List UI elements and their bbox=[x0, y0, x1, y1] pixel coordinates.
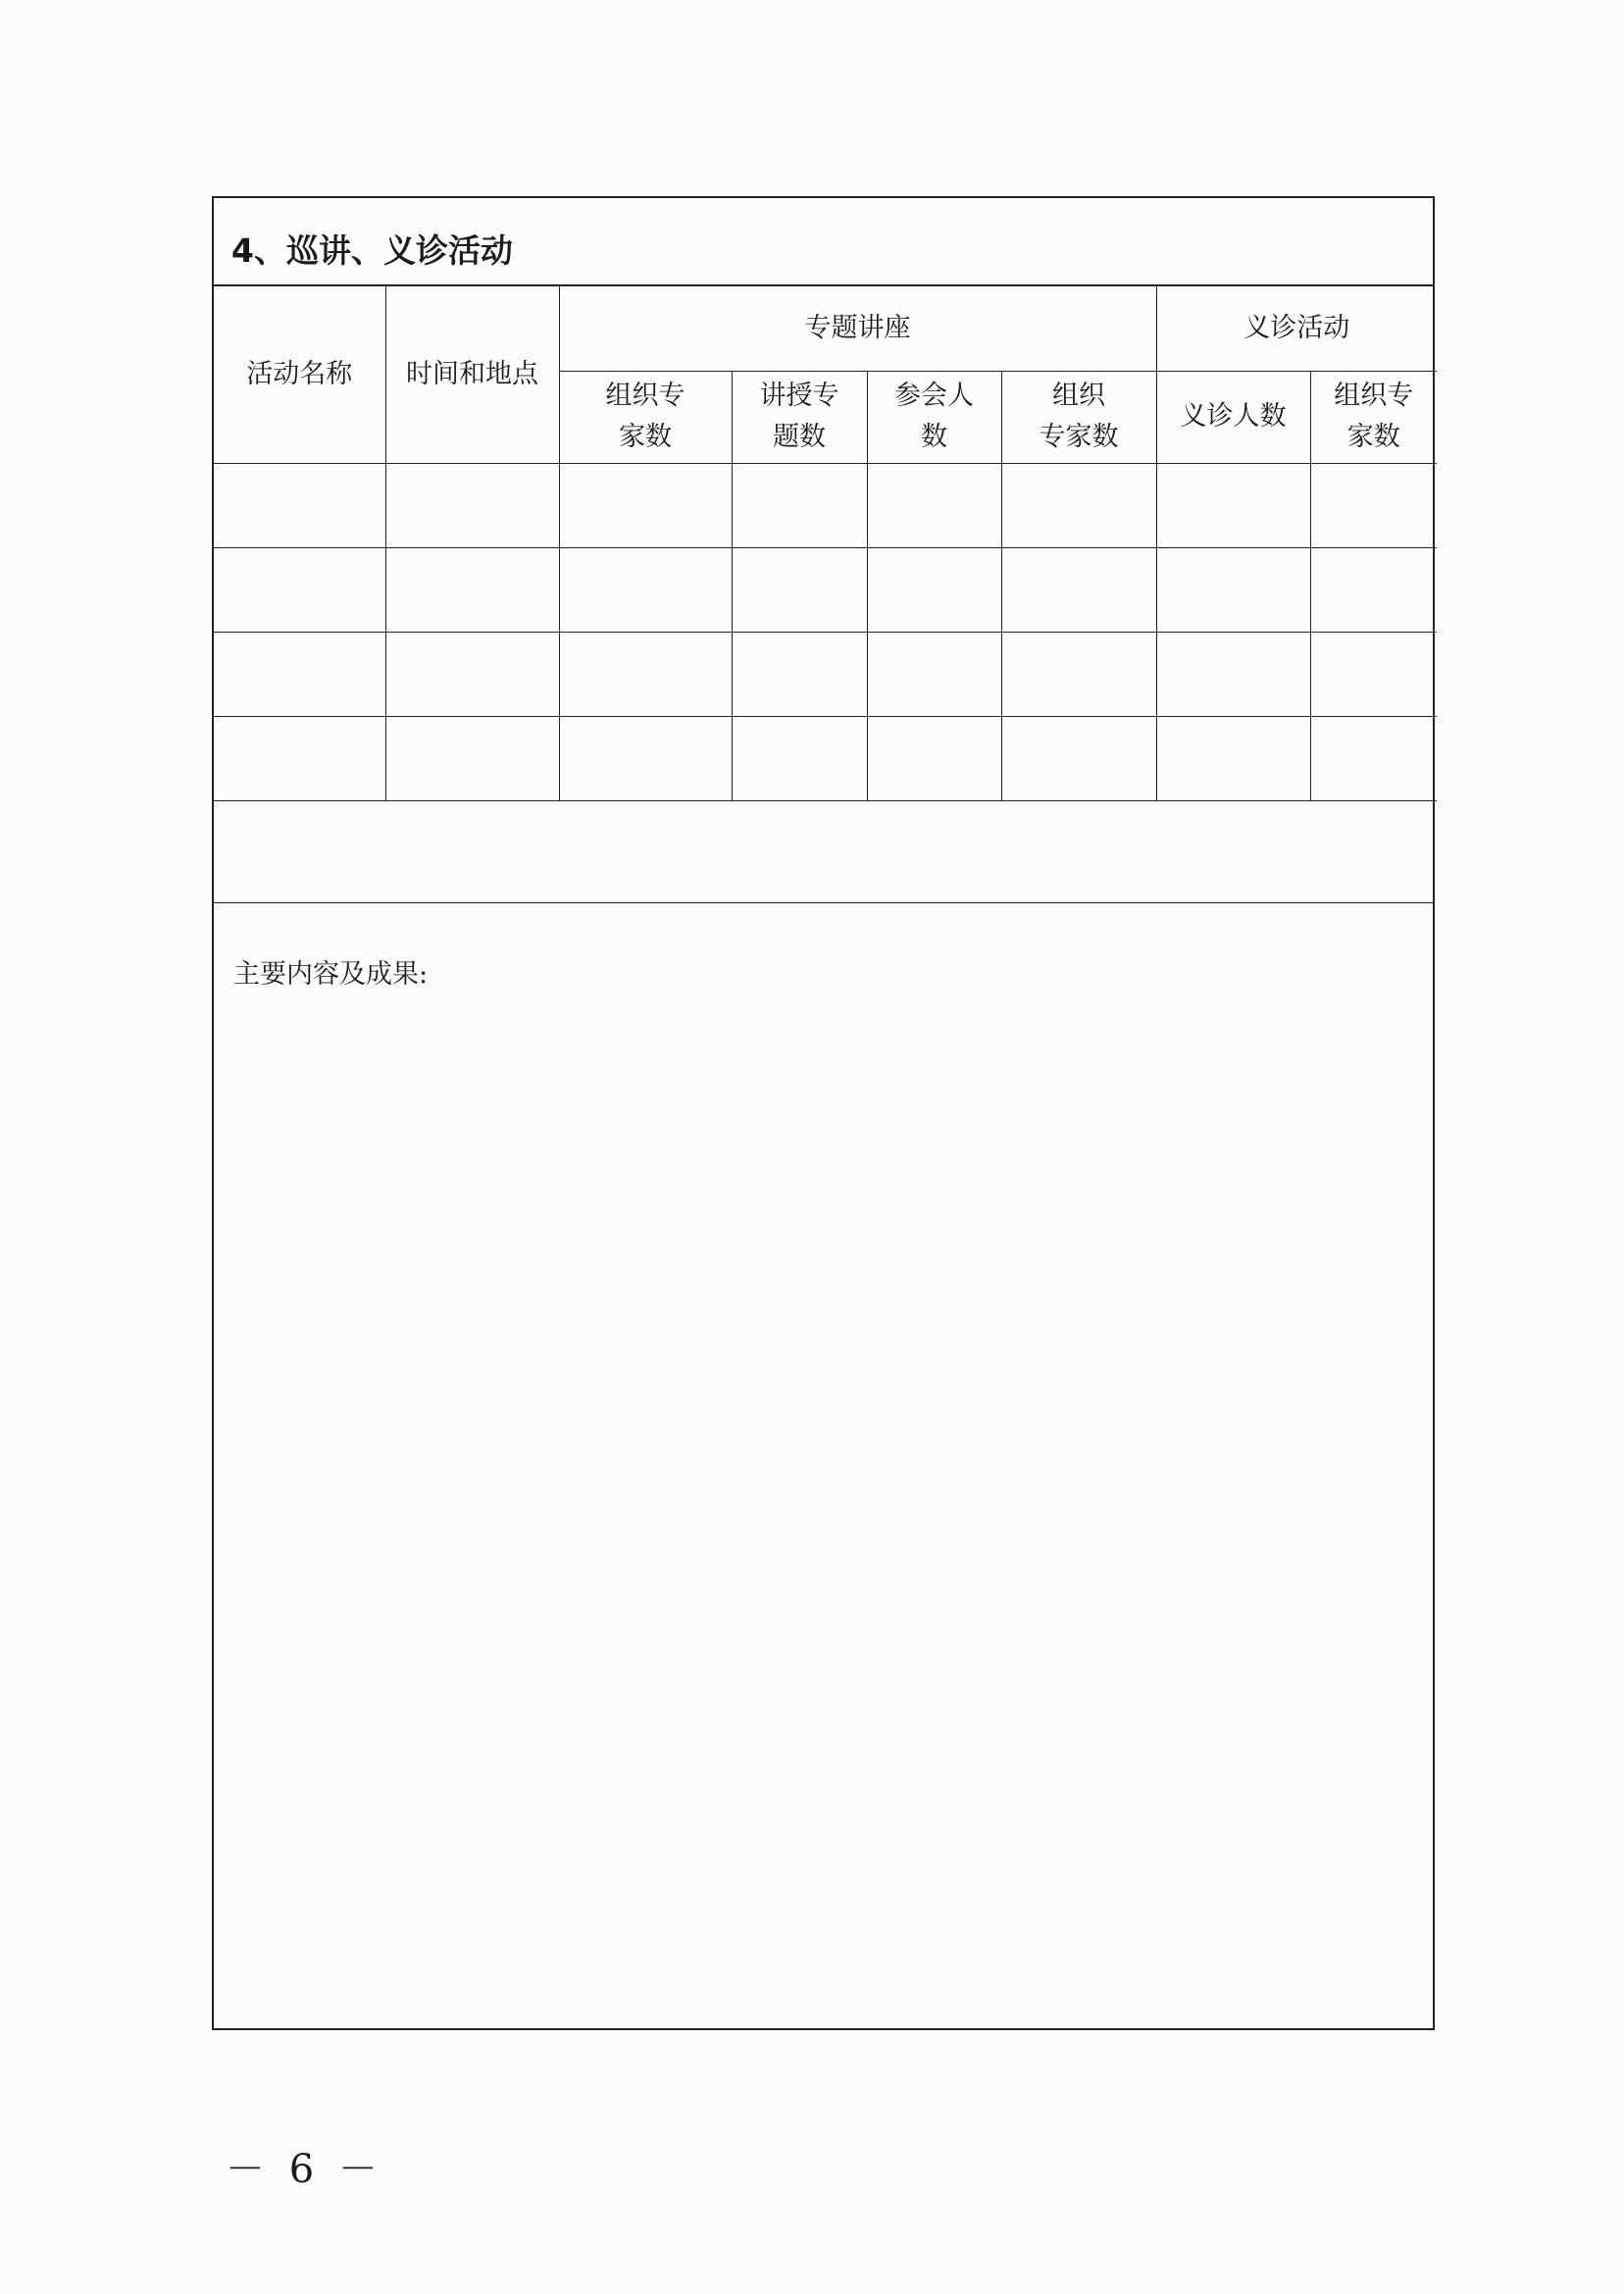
cell-input[interactable] bbox=[867, 547, 1001, 632]
cell-input[interactable] bbox=[1001, 632, 1156, 716]
header-time-place: 时间和地点 bbox=[385, 286, 559, 463]
cell-input[interactable] bbox=[732, 716, 867, 800]
cell-input[interactable] bbox=[1310, 463, 1437, 547]
cell-input[interactable] bbox=[1001, 547, 1156, 632]
cell-input[interactable] bbox=[867, 716, 1001, 800]
table-row bbox=[214, 463, 1437, 547]
header-lecture-experts: 组织专 家数 bbox=[559, 371, 732, 463]
cell-input[interactable] bbox=[559, 547, 732, 632]
header-lecture-attendees: 参会人 数 bbox=[867, 371, 1001, 463]
cell-input[interactable] bbox=[214, 463, 385, 547]
cell-input[interactable] bbox=[1156, 547, 1310, 632]
cell-input[interactable] bbox=[1156, 632, 1310, 716]
cell-input[interactable] bbox=[1310, 632, 1437, 716]
cell-input[interactable] bbox=[214, 632, 385, 716]
cell-input[interactable] bbox=[385, 632, 559, 716]
cell-input[interactable] bbox=[867, 463, 1001, 547]
header-clinic-people: 义诊人数 bbox=[1156, 371, 1310, 463]
header-lecture-org-experts: 组织 专家数 bbox=[1001, 371, 1156, 463]
cell-input[interactable] bbox=[1001, 463, 1156, 547]
cell-input[interactable] bbox=[732, 463, 867, 547]
form-frame bbox=[212, 196, 1435, 2030]
cell-input[interactable] bbox=[559, 716, 732, 800]
cell-input[interactable] bbox=[385, 463, 559, 547]
section-title: 4、巡讲、义诊活动 bbox=[214, 198, 1433, 286]
page-number: － 6 － bbox=[226, 2147, 383, 2192]
header-clinic-group: 义诊活动 bbox=[1156, 286, 1437, 371]
cell-input[interactable] bbox=[867, 632, 1001, 716]
table-row bbox=[214, 547, 1437, 632]
content-results-label: 主要内容及成果: bbox=[233, 959, 429, 990]
cell-input[interactable] bbox=[1001, 716, 1156, 800]
cell-input[interactable] bbox=[214, 547, 385, 632]
cell-input[interactable] bbox=[385, 716, 559, 800]
header-clinic-experts: 组织专 家数 bbox=[1310, 371, 1437, 463]
table-row bbox=[214, 716, 1437, 800]
header-activity-name: 活动名称 bbox=[214, 286, 385, 463]
activity-table bbox=[214, 286, 1437, 801]
content-results-area[interactable] bbox=[214, 902, 1433, 2028]
cell-input[interactable] bbox=[559, 632, 732, 716]
cell-input[interactable] bbox=[732, 632, 867, 716]
header-lecture-topics: 讲授专 题数 bbox=[732, 371, 867, 463]
cell-input[interactable] bbox=[214, 716, 385, 800]
cell-input[interactable] bbox=[1156, 716, 1310, 800]
cell-input[interactable] bbox=[385, 547, 559, 632]
cell-input[interactable] bbox=[1156, 463, 1310, 547]
table-row bbox=[214, 632, 1437, 716]
cell-input[interactable] bbox=[1310, 716, 1437, 800]
cell-input[interactable] bbox=[559, 463, 732, 547]
cell-input[interactable] bbox=[732, 547, 867, 632]
header-lecture-group: 专题讲座 bbox=[559, 286, 1156, 371]
cell-input[interactable] bbox=[1310, 547, 1437, 632]
